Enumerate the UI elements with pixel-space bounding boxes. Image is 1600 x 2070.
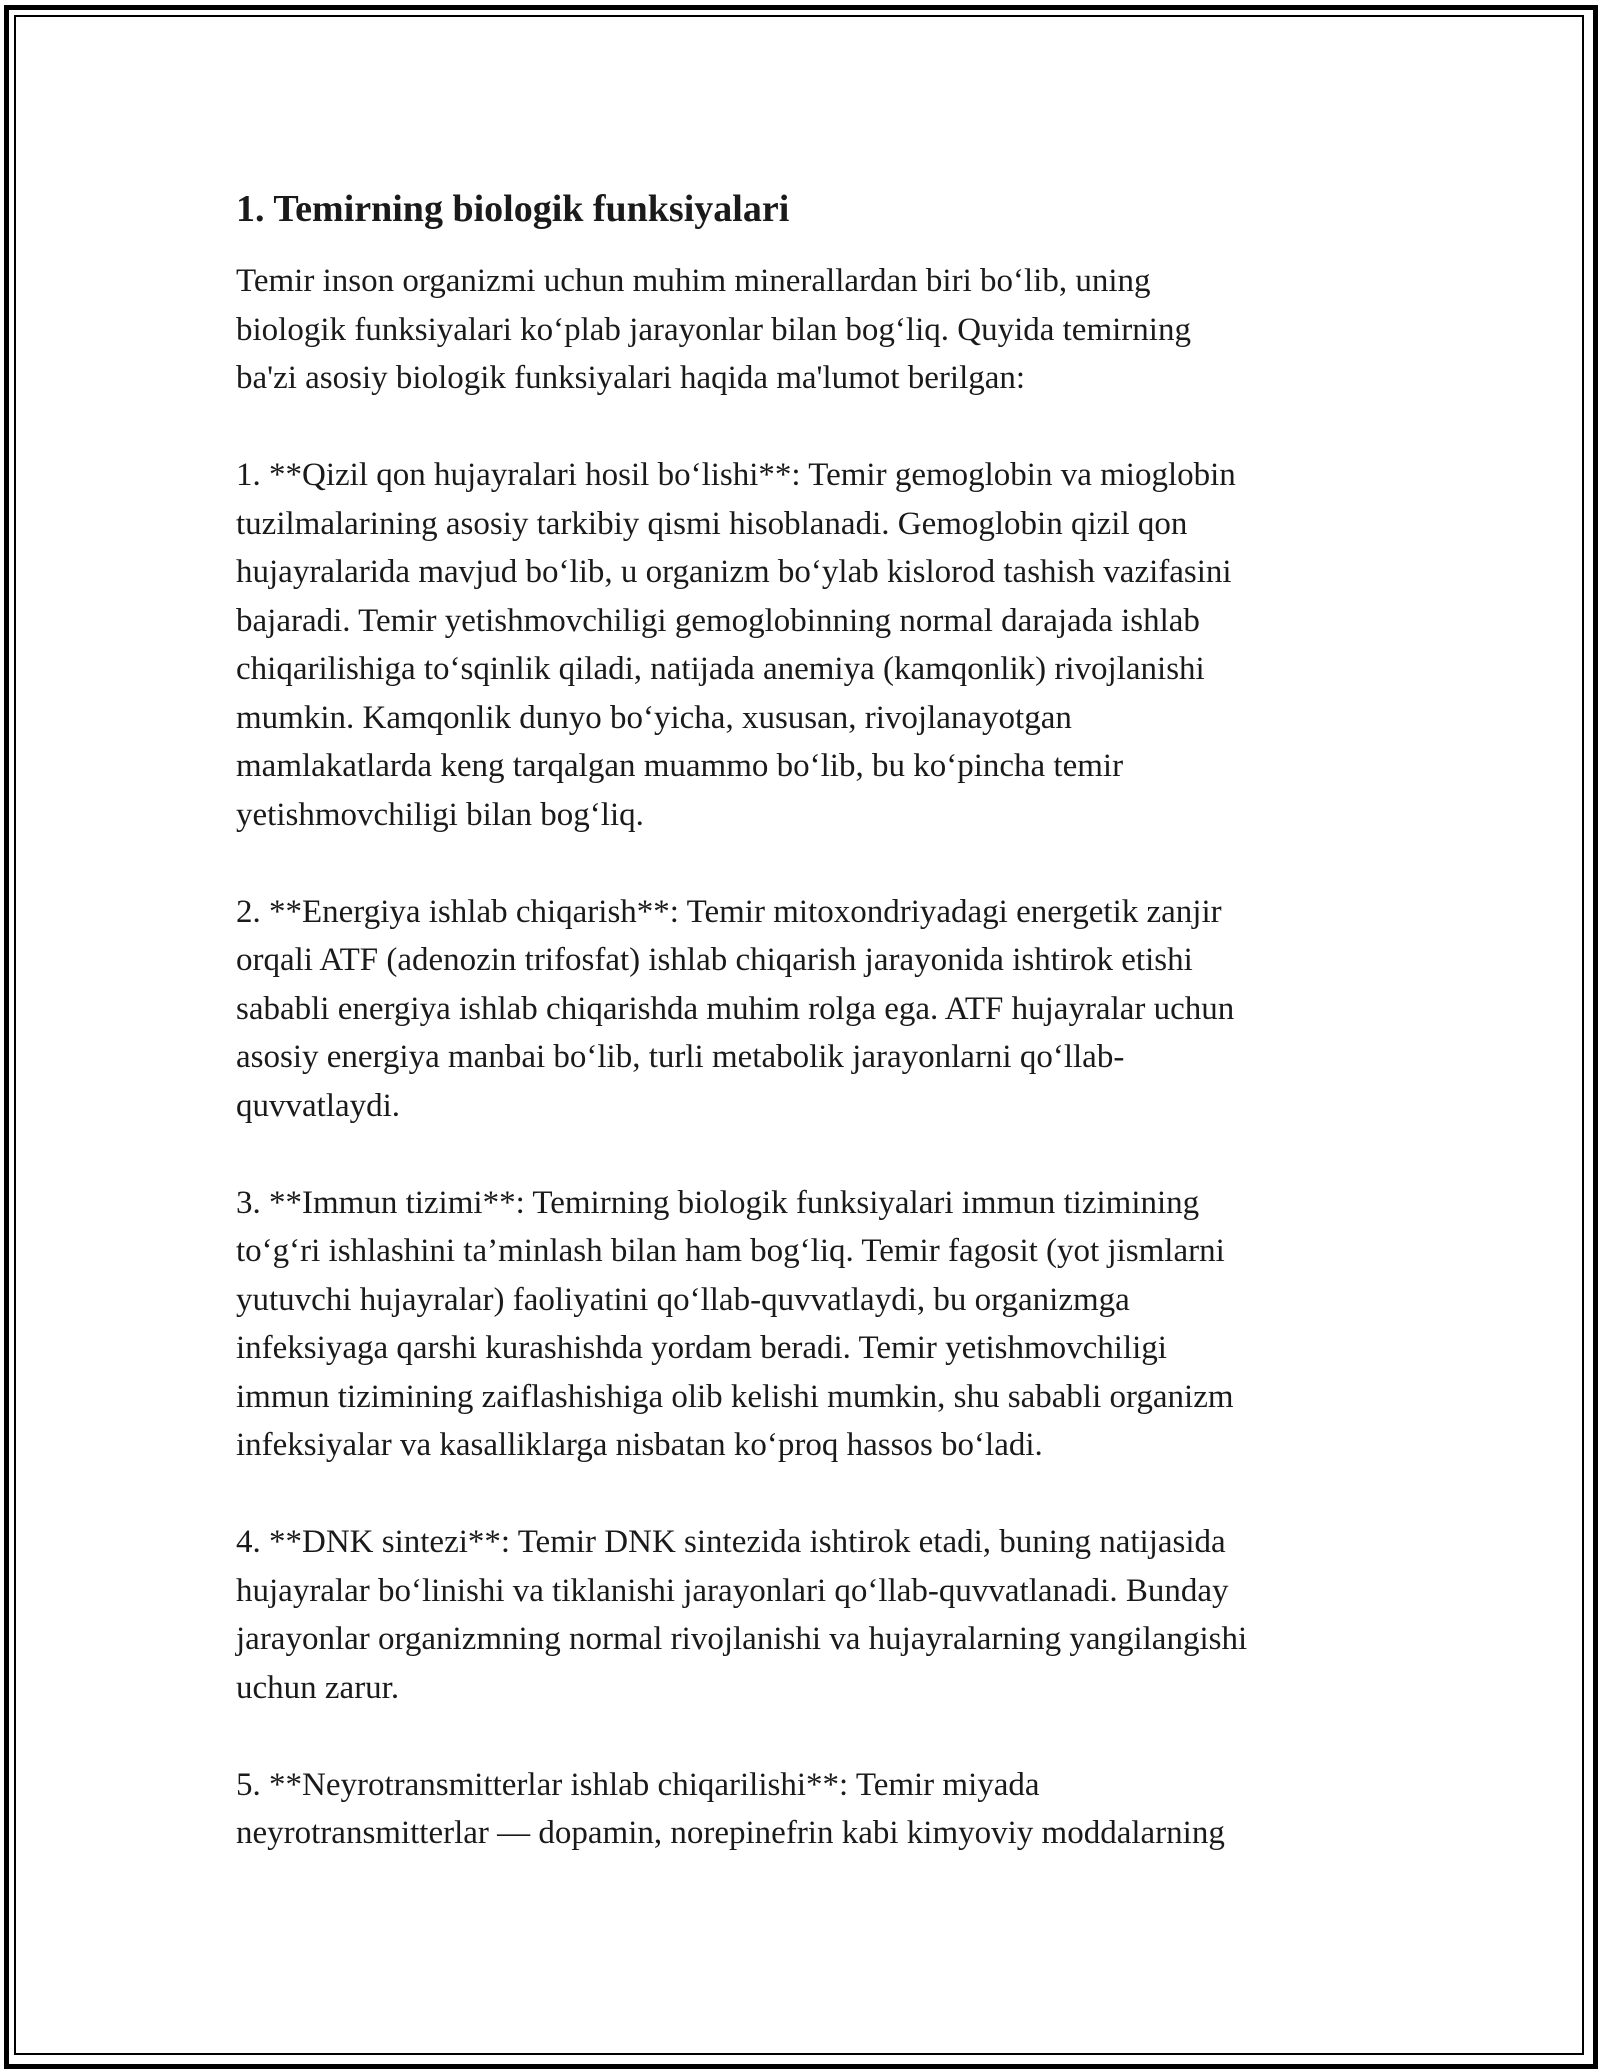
paragraph-red-blood-cells: 1. **Qizil qon hujayralari hosil bo‘lishi**: Temir gemoglobin va mioglobin tuzilmalarining asosiy tarkibiy qismi hisoblanadi. Gemoglobin qizil qon hujayralarida mavjud bo‘lib, u organizm bo‘ylab kislorod tashish vazifasini bajaradi. Temir yetishmovchiligi gemoglobinning normal darajada ishlab chiqarilishiga to‘sqinlik qiladi, natijada anemiya (kamqonlik) rivojlanishi mumkin. Kamqonlik dunyo bo‘yicha, xususan, rivojlanayotgan mamlakatlarda keng tarqalgan muammo bo‘lib, bu ko‘pincha temir yetishmovchiligi bilan bog‘liq. — [236, 457, 1236, 833]
section-title: 1. Temirning biologik funksiyalari — [236, 188, 790, 230]
intro-paragraph: Temir inson organizmi uchun muhim minerallardan biri bo‘lib, uning biologik funksiyalari ko‘plab jarayonlar bilan bog‘liq. Quyida temirning ba'zi asosiy biologik funksiyalari haqida ma'lumot berilgan: — [236, 263, 1191, 396]
paragraph-immune-system: 3. **Immun tizimi**: Temirning biologik funksiyalari immun tizimining to‘g‘ri ishlashini ta’minlash bilan ham bog‘liq. Temir fagosit (yot jismlarni yutuvchi hujayralar) faoliyatini qo‘llab-quvvatlaydi, bu organizmga infeksiyaga qarshi kurashishda yordam beradi. Temir yetishmovchiligi immun tizimining zaiflashishiga olib kelishi mumkin, shu sababli organizm infeksiyalar va kasalliklarga nisbatan ko‘proq hassos bo‘ladi. — [236, 1184, 1234, 1463]
paragraph-neurotransmitters: 5. **Neyrotransmitterlar ishlab chiqarilishi**: Temir miyada neyrotransmitterlar — dopamin, norepinefrin kabi kimyoviy moddalarning — [236, 1766, 1225, 1851]
paragraph-energy-production: 2. **Energiya ishlab chiqarish**: Temir mitoxondriyadagi energetik zanjir orqali ATF (adenozin trifosfat) ishlab chiqarish jarayonida ishtirok etishi sababli energiya ishlab chiqarishda muhim rolga ega. ATF hujayralar uchun asosiy energiya manbai bo‘lib, turli metabolik jarayonlarni qo‘llab- quvvatlaydi. — [236, 893, 1235, 1124]
document-body — [236, 185, 1366, 1858]
paragraph-dna-synthesis: 4. **DNK sintezi**: Temir DNK sintezida ishtirok etadi, buning natijasida hujayralar bo‘linishi va tiklanishi jarayonlari qo‘llab-quvvatlanadi. Bunday jarayonlar organizmning normal rivojlanishi va hujayralarning yangilangishi uchun zarur. — [236, 1524, 1248, 1706]
